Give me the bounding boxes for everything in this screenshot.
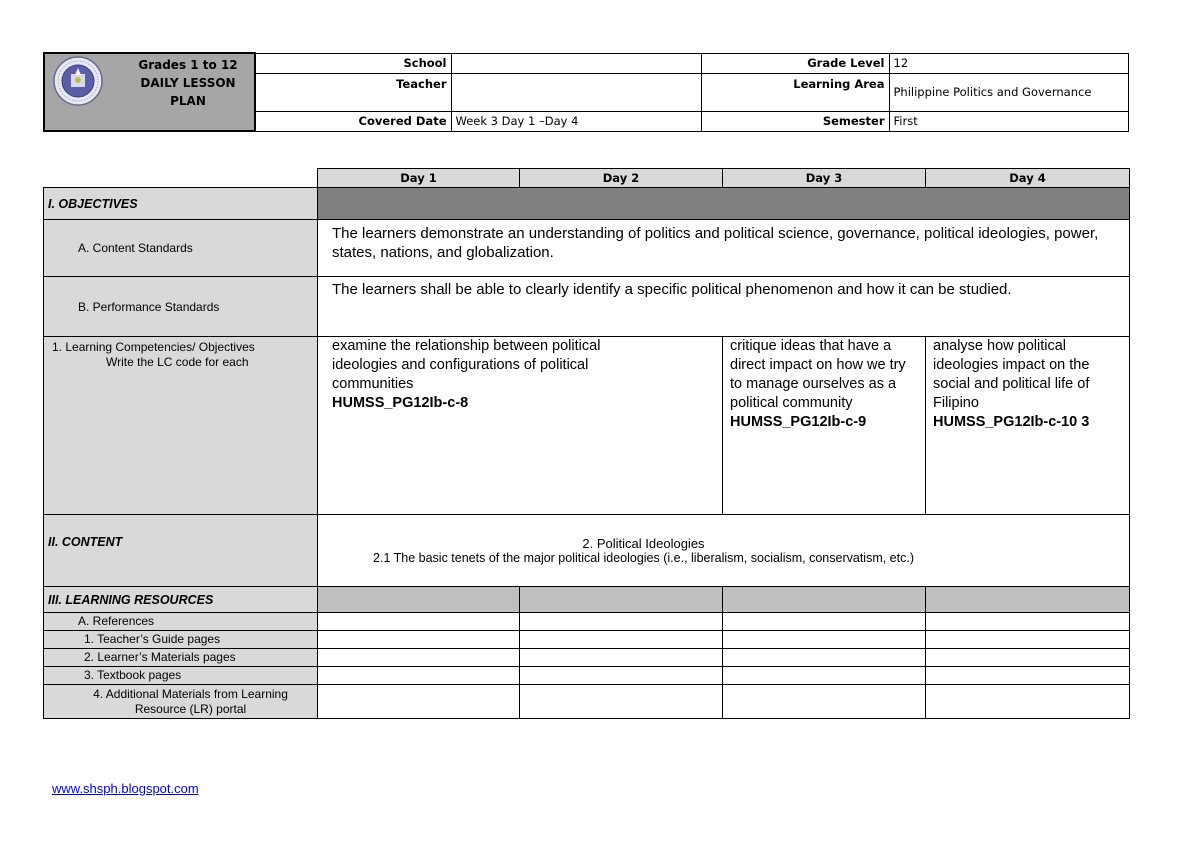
content-subtopic: 2.1 The basic tenets of the major political ideologies (i.e., liberalism, socialism, conservatism, etc.)	[373, 551, 914, 565]
competency-days-1-2-code: HUMSS_PG12Ib-c-8	[332, 395, 469, 411]
additional-materials-label: 4. Additional Materials from Learning Resource (LR) portal	[44, 685, 318, 719]
references-day-1[interactable]	[318, 613, 520, 631]
website-link[interactable]: www.shsph.blogspot.com	[52, 781, 199, 796]
day-1-header: Day 1	[318, 169, 520, 188]
header-logo-cell	[44, 53, 255, 131]
competency-day-3-code: HUMSS_PG12Ib-c-9	[730, 414, 867, 430]
textbook-pages-label: 3. Textbook pages	[44, 667, 318, 685]
school-field[interactable]	[451, 53, 701, 73]
textbook-pages-day-1[interactable]	[318, 667, 520, 685]
competency-days-1-2-text: examine the relationship between political ideologies and configurations of political communities	[332, 338, 601, 392]
semester-label: Semester	[701, 111, 889, 131]
textbook-pages-day-2[interactable]	[520, 667, 723, 685]
additional-materials-day-3[interactable]	[723, 685, 926, 719]
covered-date-label: Covered Date	[255, 111, 451, 131]
plan-title	[127, 56, 249, 110]
learners-materials-day-3[interactable]	[723, 649, 926, 667]
textbook-pages-day-3[interactable]	[723, 667, 926, 685]
teachers-guide-day-1[interactable]	[318, 631, 520, 649]
objectives-fill	[318, 188, 1130, 220]
resources-heading: III. LEARNING RESOURCES	[44, 587, 318, 613]
competency-day-4[interactable]	[926, 337, 1130, 515]
teachers-guide-day-3[interactable]	[723, 631, 926, 649]
references-day-2[interactable]	[520, 613, 723, 631]
competency-day-4-code: HUMSS_PG12Ib-c-10 3	[933, 414, 1090, 430]
textbook-pages-day-4[interactable]	[926, 667, 1130, 685]
references-label: A. References	[44, 613, 318, 631]
header-table	[43, 52, 1129, 132]
semester-field[interactable]: First	[889, 111, 1128, 131]
additional-materials-day-1[interactable]	[318, 685, 520, 719]
day-3-header: Day 3	[723, 169, 926, 188]
objectives-heading: I. OBJECTIVES	[44, 188, 318, 220]
content-topic: 2. Political Ideologies	[582, 536, 705, 551]
covered-date-field[interactable]: Week 3 Day 1 –Day 4	[451, 111, 701, 131]
learners-materials-day-1[interactable]	[318, 649, 520, 667]
content-standards-text[interactable]: The learners demonstrate an understanding of politics and political science, governance, political ideologies, power, states, nations, and globalization.	[318, 220, 1130, 277]
plan-title-line-1: Grades 1 to 12	[138, 58, 238, 72]
learners-materials-label: 2. Learner’s Materials pages	[44, 649, 318, 667]
competencies-title: 1. Learning Competencies/ Objectives	[52, 340, 255, 354]
learning-area-field[interactable]: Philippine Politics and Governance	[889, 73, 1128, 111]
content-cell[interactable]	[318, 515, 1130, 587]
competency-days-1-2[interactable]	[318, 337, 723, 515]
resources-day-1-fill	[318, 587, 520, 613]
performance-standards-label: B. Performance Standards	[44, 277, 318, 337]
competency-day-4-text: analyse how political ideologies impact on the social and political life of Filipino	[933, 338, 1090, 411]
additional-materials-day-4[interactable]	[926, 685, 1130, 719]
resources-day-3-fill	[723, 587, 926, 613]
competency-day-3-text: critique ideas that have a direct impact on how we try to manage ourselves as a political community	[730, 338, 906, 411]
learning-area-label: Learning Area	[701, 73, 889, 111]
plan-title-line-2: DAILY LESSON	[140, 76, 236, 90]
day-2-header: Day 2	[520, 169, 723, 188]
references-day-4[interactable]	[926, 613, 1130, 631]
teachers-guide-day-2[interactable]	[520, 631, 723, 649]
day-4-header: Day 4	[926, 169, 1130, 188]
resources-day-2-fill	[520, 587, 723, 613]
content-heading: II. CONTENT	[44, 515, 318, 587]
references-day-3[interactable]	[723, 613, 926, 631]
competency-day-3[interactable]	[723, 337, 926, 515]
teachers-guide-day-4[interactable]	[926, 631, 1130, 649]
school-label: School	[255, 53, 451, 73]
lesson-plan-table	[43, 168, 1130, 719]
plan-title-line-3: PLAN	[170, 94, 206, 108]
learners-materials-day-4[interactable]	[926, 649, 1130, 667]
additional-materials-day-2[interactable]	[520, 685, 723, 719]
competencies-subtitle: Write the LC code for each	[106, 355, 249, 369]
corner-blank	[44, 169, 318, 188]
teacher-label: Teacher	[255, 73, 451, 111]
deped-seal-icon	[53, 56, 103, 106]
performance-standards-text[interactable]: The learners shall be able to clearly identify a specific political phenomenon and how it can be studied.	[318, 277, 1130, 337]
grade-level-field[interactable]: 12	[889, 53, 1128, 73]
grade-level-label: Grade Level	[701, 53, 889, 73]
competencies-label	[44, 337, 318, 515]
learners-materials-day-2[interactable]	[520, 649, 723, 667]
teachers-guide-label: 1. Teacher’s Guide pages	[44, 631, 318, 649]
resources-day-4-fill	[926, 587, 1130, 613]
teacher-field[interactable]	[451, 73, 701, 111]
content-standards-label: A. Content Standards	[44, 220, 318, 277]
